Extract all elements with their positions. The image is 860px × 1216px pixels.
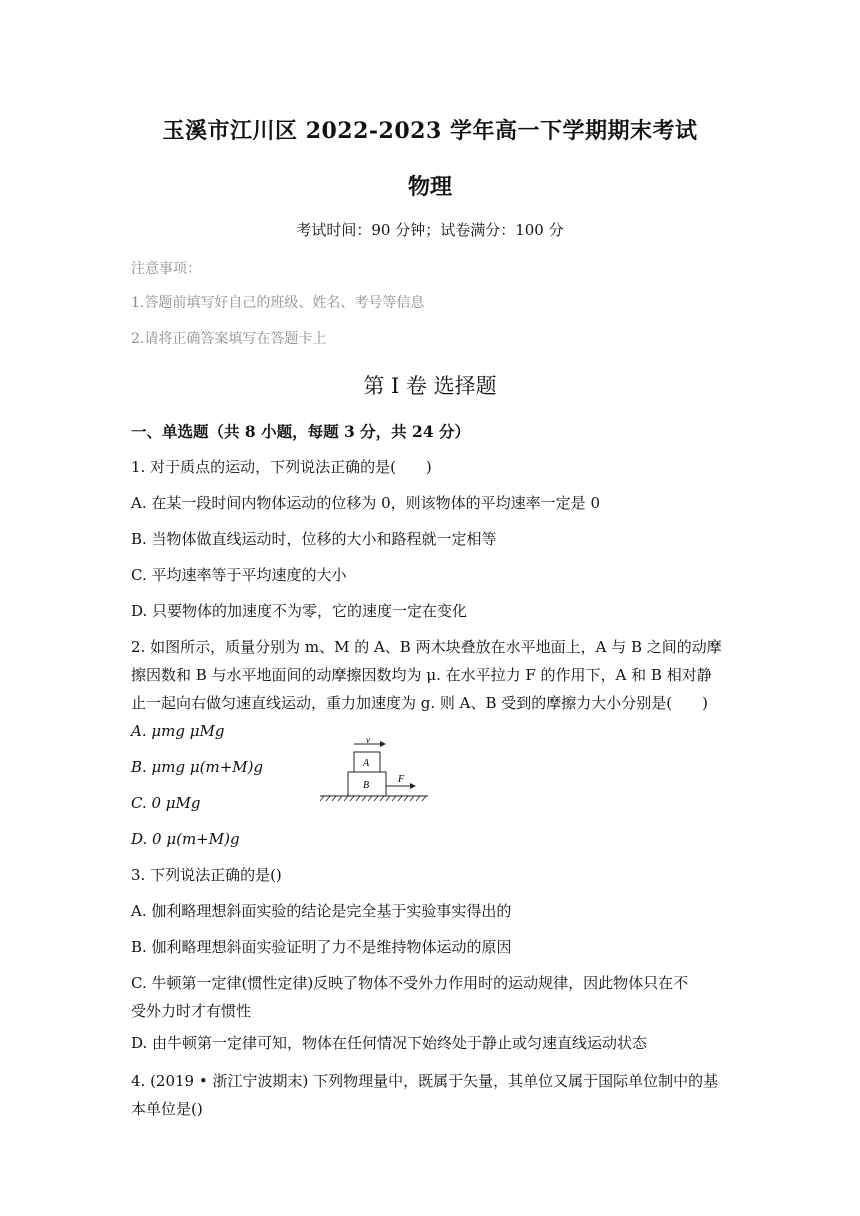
- label-f: F: [398, 774, 405, 785]
- blocks-figure: [318, 736, 430, 802]
- option: C. 0 μMg: [131, 794, 201, 812]
- question-stem: 止一起向右做匀速直线运动，重力加速度为 g. 则 A、B 受到的摩擦力大小分别是( ): [131, 694, 709, 712]
- option: B. 伽利略理想斜面实验证明了力不是维持物体运动的原因: [131, 938, 512, 956]
- option: D. 0 μ(m+M)g: [131, 830, 240, 848]
- notes-heading: 注意事项：: [131, 261, 201, 277]
- option: D. 只要物体的加速度不为零，它的速度一定在变化: [131, 602, 468, 620]
- option: B. μmg μ(m+M)g: [131, 758, 264, 776]
- question-stem: 4. (2019 • 浙江宁波期末) 下列物理量中，既属于矢量，其单位又属于国际单位制中的基: [131, 1072, 719, 1090]
- question-stem: 擦因数和 B 与水平地面间的动摩擦因数均为 μ. 在水平拉力 F 的作用下，A 和 B 相对静: [131, 666, 712, 684]
- exam-info: 考试时间：90 分钟；试卷满分：100 分: [296, 221, 564, 239]
- option: 受外力时才有惯性: [131, 1002, 252, 1020]
- option: C. 牛顿第一定律(惯性定律)反映了物体不受外力作用时的运动规律，因此物体只在不: [131, 974, 689, 992]
- part-title: 一、单选题（共 8 小题，每题 3 分，共 24 分）: [131, 422, 471, 441]
- question-stem: 1. 对于质点的运动，下列说法正确的是( ): [131, 458, 432, 476]
- ground-hatch: [320, 796, 426, 801]
- exam-subject: 物理: [407, 174, 452, 200]
- exam-title: 玉溪市江川区 2022-2023 学年高一下学期期末考试: [162, 118, 698, 144]
- option: A. 在某一段时间内物体运动的位移为 0，则该物体的平均速率一定是 0: [131, 494, 600, 512]
- option: A. 伽利略理想斜面实验的结论是完全基于实验事实得出的: [131, 902, 512, 920]
- question-stem: 3. 下列说法正确的是(): [131, 866, 282, 884]
- option: B. 当物体做直线运动时，位移的大小和路程就一定相等: [131, 530, 497, 548]
- section-title: 第 I 卷 选择题: [363, 374, 497, 398]
- question-stem: 本单位是(): [131, 1100, 203, 1118]
- label-a: A: [363, 758, 370, 769]
- note-item: 2.请将正确答案填写在答题卡上: [131, 331, 327, 347]
- option: A. μmg μMg: [131, 722, 225, 740]
- force-arrowhead: [410, 783, 416, 789]
- option: D. 由牛顿第一定律可知，物体在任何情况下始终处于静止或匀速直线运动状态: [131, 1034, 648, 1052]
- question-stem: 2. 如图所示，质量分别为 m、M 的 A、B 两木块叠放在水平地面上，A 与 B 之间的动摩: [131, 638, 722, 656]
- note-item: 1.答题前填写好自己的班级、姓名、考号等信息: [131, 295, 425, 311]
- velocity-arrowhead: [380, 741, 386, 747]
- option: C. 平均速率等于平均速度的大小: [131, 566, 347, 584]
- label-b: B: [363, 780, 370, 791]
- label-v: v: [366, 736, 370, 745]
